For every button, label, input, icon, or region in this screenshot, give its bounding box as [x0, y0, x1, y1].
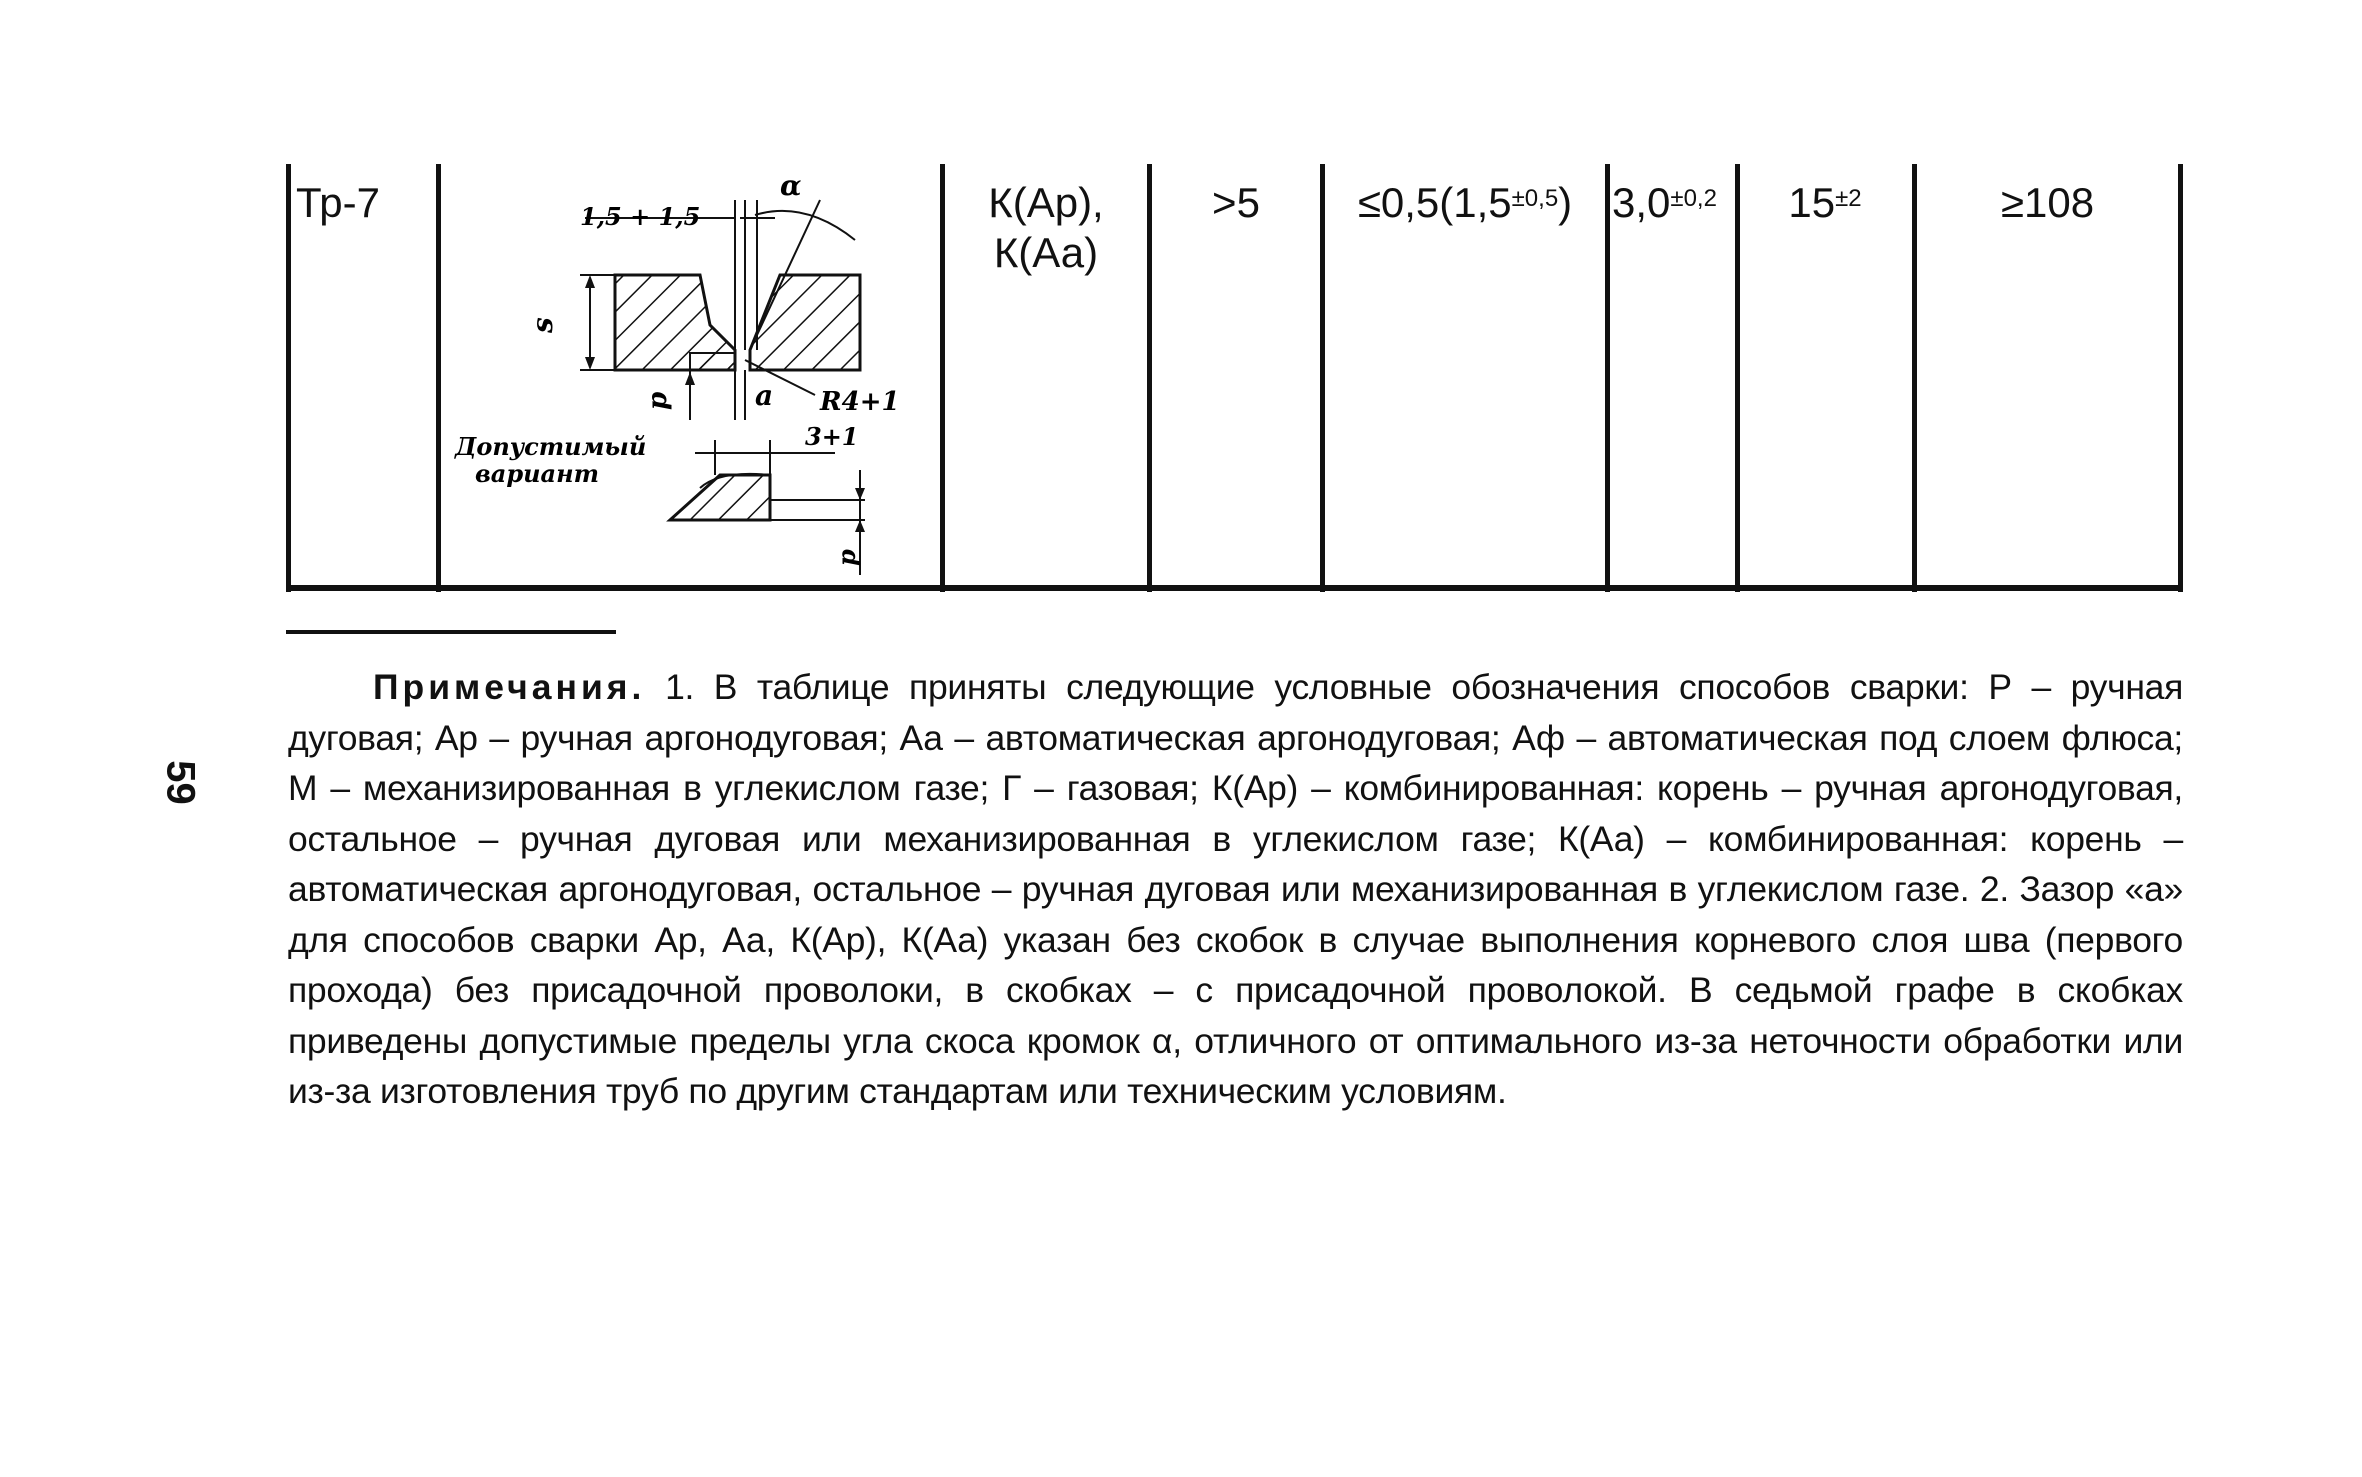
- col6-sup: ±0,2: [1670, 185, 1717, 212]
- cell-welding-method: [948, 178, 1144, 278]
- welding-method-1: К(Ар),: [988, 179, 1104, 226]
- cell-col6: [1612, 178, 1735, 228]
- joint-diagram: [445, 170, 945, 580]
- welding-method-2: К(Аа): [993, 229, 1099, 276]
- table-rule: [286, 164, 291, 592]
- table-rule: [2178, 164, 2183, 592]
- label-3-1: 3+1: [805, 422, 859, 451]
- col7-sup: ±2: [1835, 185, 1862, 212]
- table-rule: [436, 164, 441, 592]
- cell-col7: [1740, 178, 1910, 228]
- label-p: p: [643, 391, 673, 410]
- table-rule: [1735, 164, 1740, 592]
- table-rule: [1912, 164, 1917, 592]
- col5-main: ≤0,5(1,5: [1357, 179, 1512, 226]
- cell-col5: [1325, 178, 1605, 228]
- table-bottom-rule: [286, 585, 2183, 591]
- cell-col8: ≥108: [2000, 179, 2095, 226]
- label-p2: p: [832, 549, 861, 566]
- notes-paragraph: [288, 662, 2183, 1117]
- table-rule: [1320, 164, 1325, 592]
- col5-sup: ±0,5: [1511, 185, 1559, 212]
- label-gap-sum: 1,5 + 1,5: [580, 202, 701, 231]
- label-radius: R4+1: [820, 387, 900, 417]
- col6-main: 3,0: [1612, 179, 1671, 226]
- cell-designation: Тр-7: [296, 179, 380, 226]
- root-land: [690, 353, 735, 370]
- table-rule: [1605, 164, 1610, 592]
- label-variant-1: Допустимый: [455, 432, 647, 461]
- label-variant-2: вариант: [475, 459, 599, 488]
- label-a: a: [755, 379, 774, 412]
- cell-thickness: >5: [1212, 179, 1260, 226]
- col5-close: ): [1558, 179, 1573, 226]
- variant-plate: [670, 475, 770, 520]
- col7-main: 15: [1788, 179, 1836, 226]
- label-s: s: [526, 317, 559, 333]
- table-rule: [1147, 164, 1152, 592]
- notes-heading: Примечания.: [373, 667, 646, 707]
- weld-table: [0, 0, 2362, 600]
- notes-body: 1. В таблице приняты следующие условные обозначения способов сварки: Р – ручная дуговая; Ар – ручная аргонодуговая; Аа – автоматическая аргонодуговая; Аф – автоматическая под слоем флюса; М – механизированная в углекислом газе; Г – газовая; К(Ар) – комбинированная: корень – ручная аргонодуговая, остальное – ручная дуговая или механизированная в углекислом газе; К(Аа) – комбинированная: корень – автоматическая аргонодуговая, остальное – ручная дуговая или механизированная в углекислом газе. 2. Зазор «а» для способов сварки Ар, Аа, К(Ар), К(Аа) указан без скобок в случае выполнения корневого слоя шва (первого прохода) без присадочной проволоки, в скобках – с присадочной проволокой. В седьмой графе в скобках приведены допустимые пределы угла скоса кромок α, отличного от оптимального из-за неточности обработки или из-за изготовления труб по другим стандартам или техническим условиям.: [288, 667, 2183, 1111]
- label-alpha: α: [780, 170, 802, 202]
- right-plate: [750, 275, 860, 370]
- footnote-rule: [286, 630, 616, 634]
- page-number: 59: [158, 760, 203, 805]
